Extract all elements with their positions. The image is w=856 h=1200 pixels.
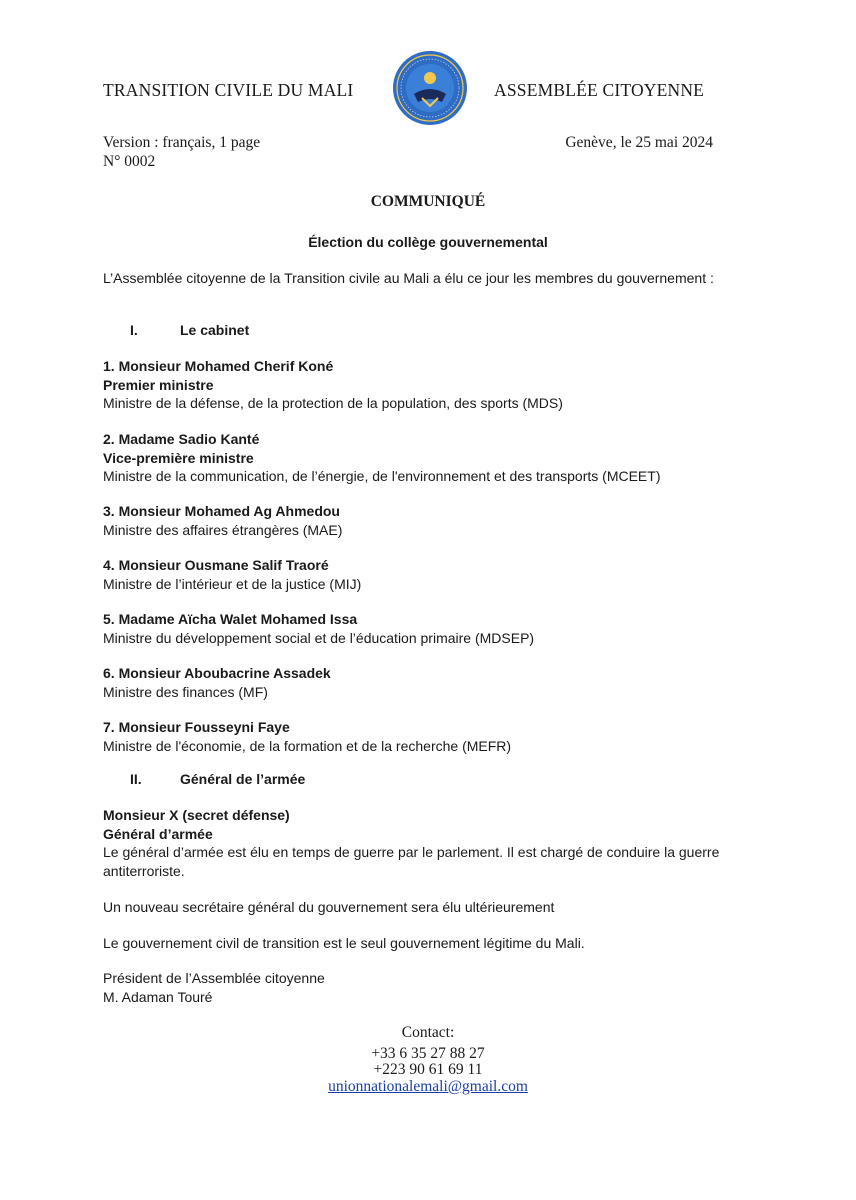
list-item xyxy=(103,664,763,701)
signature-block xyxy=(103,969,753,1007)
signature-title: Président de l’Assemblée citoyenne xyxy=(103,970,325,986)
member-role: Premier ministre xyxy=(103,376,214,393)
list-item xyxy=(103,430,763,486)
member-role: Vice-première ministre xyxy=(103,449,254,466)
general-name: Monsieur X (secret défense) xyxy=(103,807,290,823)
member-portfolio: Ministre de la communication, de l’énergie, de l'environnement et des transports (MCEET) xyxy=(103,468,661,484)
member-name: 5. Madame Aïcha Walet Mohamed Issa xyxy=(103,611,358,627)
seal-icon xyxy=(392,50,468,126)
member-name: 2. Madame Sadio Kanté xyxy=(103,431,260,447)
section-number: I. xyxy=(130,322,138,338)
note-legitimacy: Le gouvernement civil de transition est le seul gouvernement légitime du Mali. xyxy=(103,935,585,951)
general-block xyxy=(103,806,763,880)
list-item xyxy=(103,502,763,539)
document-number: N° 0002 xyxy=(103,153,156,170)
contact-block xyxy=(0,1025,856,1095)
place-date: Genève, le 25 mai 2024 xyxy=(565,134,713,151)
section-heading-army xyxy=(130,771,305,787)
member-name: 1. Monsieur Mohamed Cherif Koné xyxy=(103,358,334,374)
member-name: 7. Monsieur Fousseyni Faye xyxy=(103,719,290,735)
note-secretary: Un nouveau secrétaire général du gouvernement sera élu ultérieurement xyxy=(103,899,555,915)
list-item xyxy=(103,610,763,647)
page-subtitle: Élection du collège gouvernemental xyxy=(308,234,548,250)
member-name: 4. Monsieur Ousmane Salif Traoré xyxy=(103,557,329,573)
section-label: Général de l’armée xyxy=(180,771,306,787)
page-title: COMMUNIQUÉ xyxy=(370,193,486,210)
contact-email-link[interactable]: unionnationalemali@gmail.com xyxy=(328,1077,528,1095)
intro-paragraph: L’Assemblée citoyenne de la Transition civile au Mali a élu ce jour les membres du gouvernement : xyxy=(103,270,714,286)
list-item xyxy=(103,357,763,413)
section-label: Le cabinet xyxy=(180,322,250,338)
header-right-title: ASSEMBLÉE CITOYENNE xyxy=(494,80,705,100)
section-heading-cabinet xyxy=(130,322,249,338)
general-text: Le général d’armée est élu en temps de guerre par le parlement. Il est chargé de conduire la guerre antiterroriste. xyxy=(103,844,720,879)
contact-phone-1: +33 6 35 27 88 27 xyxy=(371,1044,485,1062)
member-portfolio: Ministre de la défense, de la protection de la population, des sports (MDS) xyxy=(103,395,563,411)
list-item xyxy=(103,556,763,593)
member-portfolio: Ministre de l'économie, de la formation et de la recherche (MEFR) xyxy=(103,737,512,754)
member-portfolio: Ministre des affaires étrangères (MAE) xyxy=(103,521,343,538)
contact-label: Contact: xyxy=(401,1024,455,1041)
general-role: Général d’armée xyxy=(103,825,213,842)
member-portfolio: Ministre des finances (MF) xyxy=(103,683,268,700)
document-meta xyxy=(103,133,260,171)
list-item xyxy=(103,718,763,755)
version-line: Version : français, 1 page xyxy=(103,134,261,151)
member-name: 3. Monsieur Mohamed Ag Ahmedou xyxy=(103,503,340,519)
signature-name: M. Adaman Touré xyxy=(103,989,213,1005)
member-portfolio: Ministre du développement social et de l’éducation primaire (MDSEP) xyxy=(103,629,535,646)
member-portfolio: Ministre de l’intérieur et de la justice (MIJ) xyxy=(103,575,362,592)
contact-phone-2: +223 90 61 69 11 xyxy=(373,1061,483,1078)
section-number: II. xyxy=(130,771,142,787)
header-left-title: TRANSITION CIVILE DU MALI xyxy=(103,80,354,100)
member-name: 6. Monsieur Aboubacrine Assadek xyxy=(103,665,331,681)
